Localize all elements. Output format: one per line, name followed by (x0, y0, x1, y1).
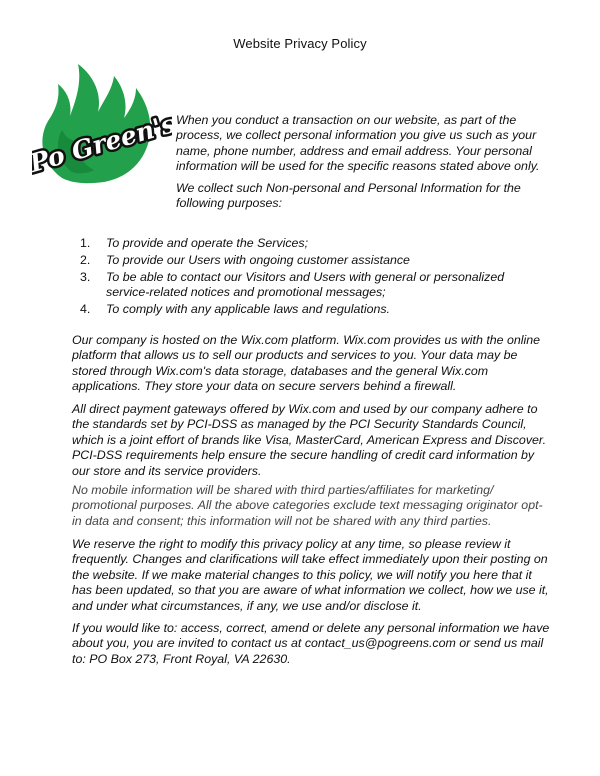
list-item-text: To provide and operate the Services; (106, 236, 309, 250)
list-item-text: To comply with any applicable laws and regulations. (106, 302, 390, 317)
list-item-number: 2. (80, 253, 91, 267)
list-item-text: To provide our Users with ongoing customer assistance (106, 253, 410, 267)
list-item-number: 1. (80, 236, 91, 250)
intro-paragraph-collection: When you conduct a transaction on our website, as part of the process, we collect personal information you give us such as your name, phone number, address and email address. Your personal information will be used for the specific reasons stated above only. (176, 113, 540, 174)
po-greens-logo (32, 60, 172, 188)
list-item (80, 236, 550, 251)
logo-wordmark: Po Green's (32, 108, 172, 179)
page-title: Website Privacy Policy (233, 36, 367, 51)
list-item-number: 3. (80, 270, 91, 284)
list-item (80, 253, 550, 268)
payment-paragraph: All direct payment gateways offered by Wix.com and used by our company adhere to the standards set by PCI-DSS as managed by the PCI Security Standards Council, which is a joint effort of brands like Visa, MasterCard, American Express and Discover. PCI-DSS requirements help ensure the secure handling of credit card information by our store and its service providers. (72, 402, 547, 478)
list-item (80, 270, 550, 301)
hosting-paragraph: Our company is hosted on the Wix.com platform. Wix.com provides us with the online platform that allows us to sell our products and services to you. Your data may be stored through Wix.com's data storage, databases and the general Wix.com applications. They store your data on secure servers behind a firewall. (72, 333, 541, 394)
purposes-list (80, 236, 550, 319)
list-item (80, 302, 550, 317)
flame-logo-icon (32, 60, 172, 188)
contact-paragraph: If you would like to: access, correct, amend or delete any personal information we have about you, you are invited to contact us at contact_us@pogreens.com or send us mail to: PO Box 273, Front Royal, VA 22630. (72, 621, 550, 666)
list-item-number: 4. (80, 302, 91, 317)
mobile-info-paragraph: No mobile information will be shared with third parties/affiliates for marketing/ promotional purposes. All the above categories exclude text messaging originator opt-in data and consent; this information will not be shared with any third parties. (72, 483, 543, 528)
policy-changes-paragraph: We reserve the right to modify this privacy policy at any time, so please review it frequently. Changes and clarifications will take effect immediately upon their posting on the website. If we make material changes to this policy, we will notify you here that it has been updated, so that you are aware of what information we collect, how we use it, and under what circumstances, if any, we use and/or disclose it. (72, 537, 549, 613)
intro-paragraph-purposes: We collect such Non-personal and Personal Information for the following purposes: (176, 181, 521, 211)
list-item-text: To be able to contact our Visitors and Users with general or personalized service-related notices and promotional messages; (106, 270, 505, 300)
